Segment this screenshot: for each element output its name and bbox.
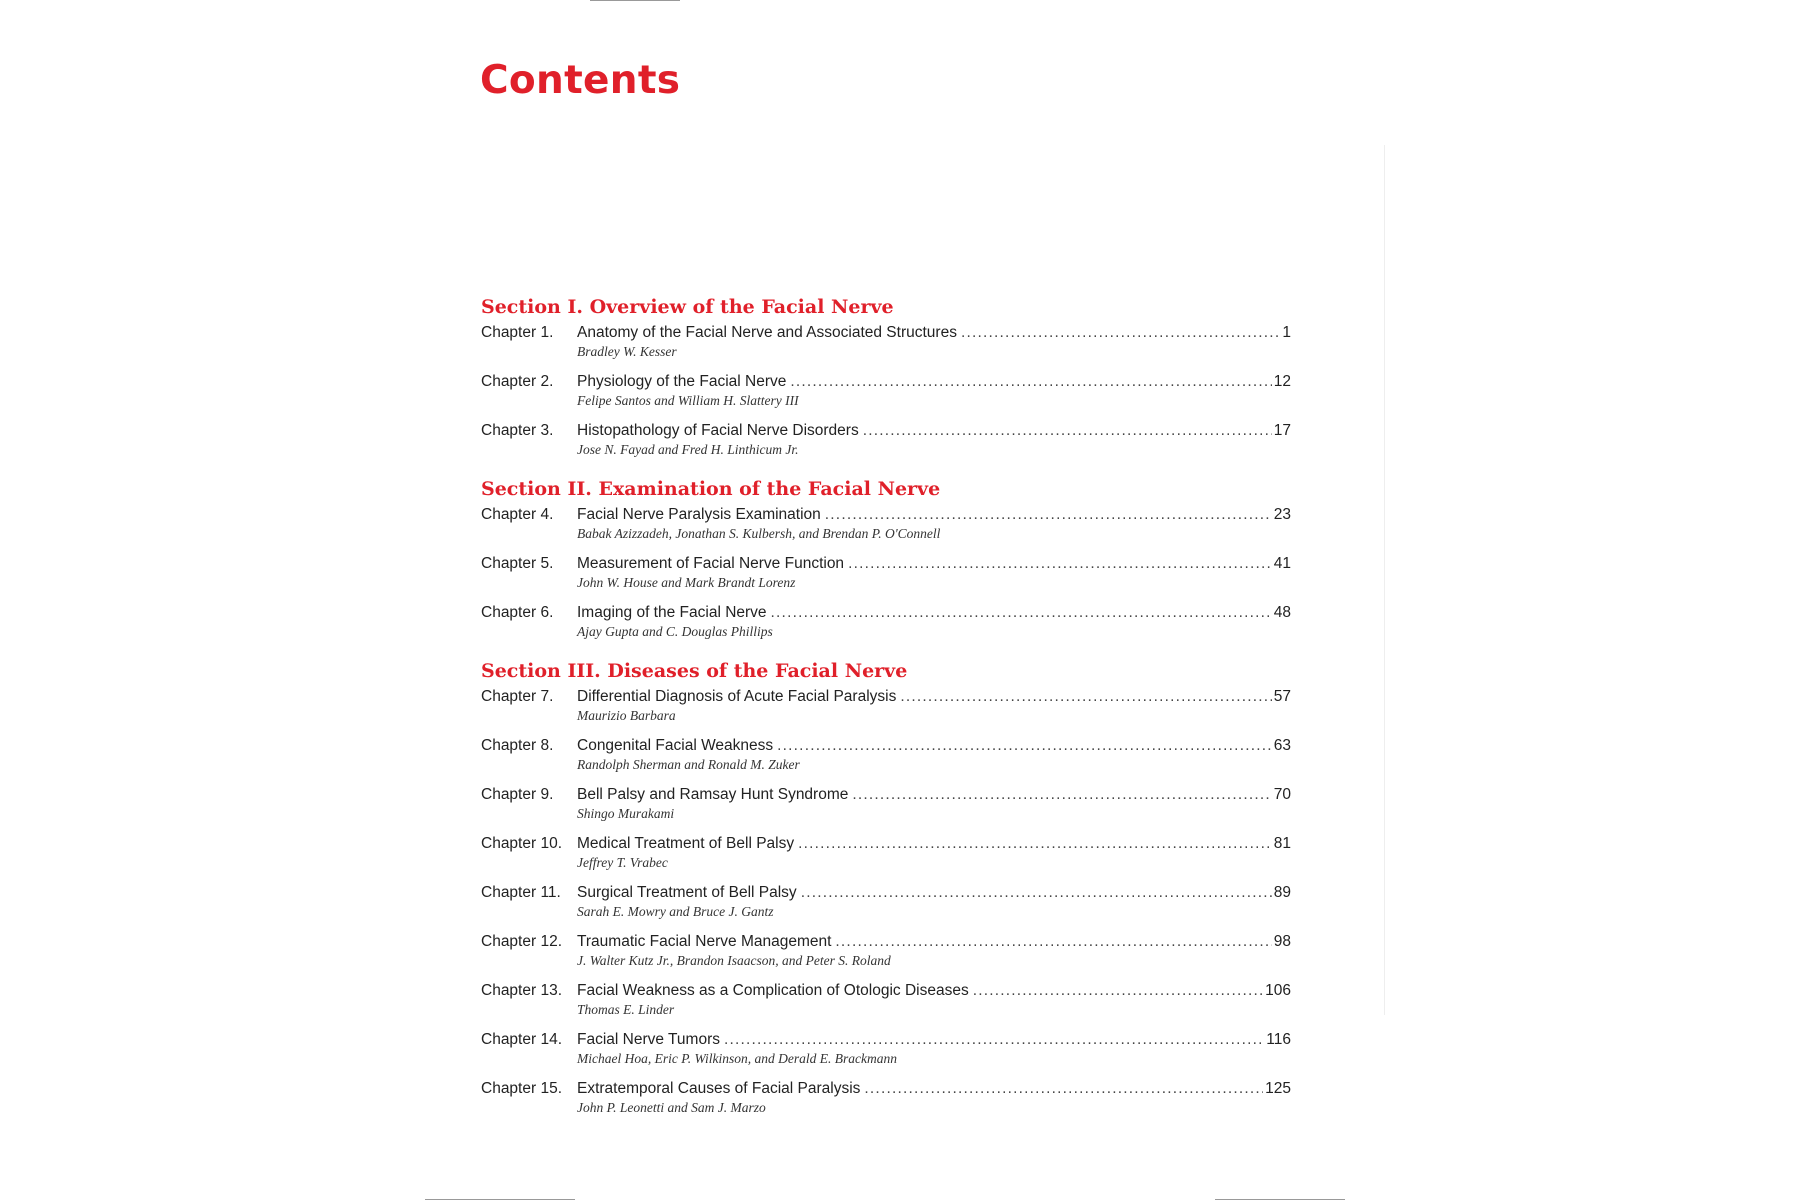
dot-leader bbox=[771, 603, 1272, 623]
chapter-number: Chapter 4. bbox=[481, 506, 554, 523]
chapter-authors: Felipe Santos and William H. Slattery III bbox=[577, 393, 799, 408]
toc-entry-line bbox=[481, 785, 1291, 805]
section-title: Section I. Overview of the Facial Nerve bbox=[481, 296, 894, 318]
chapter-title: Congenital Facial Weakness bbox=[577, 737, 774, 754]
chapter-title: Measurement of Facial Nerve Function bbox=[577, 555, 845, 572]
chapter-title: Differential Diagnosis of Acute Facial Paralysis bbox=[577, 688, 897, 705]
table-of-contents bbox=[481, 296, 1291, 1136]
chapter-title: Traumatic Facial Nerve Management bbox=[577, 933, 832, 950]
dot-leader bbox=[790, 372, 1271, 392]
chapter-number: Chapter 3. bbox=[481, 422, 554, 439]
toc-entry-line bbox=[481, 554, 1291, 574]
chapter-number: Chapter 8. bbox=[481, 737, 554, 754]
toc-entry-line bbox=[481, 981, 1291, 1001]
chapter-title: Facial Nerve Tumors bbox=[577, 1031, 720, 1048]
dot-leader bbox=[852, 785, 1271, 805]
chapter-number: Chapter 5. bbox=[481, 555, 554, 572]
chapter-number: Chapter 11. bbox=[481, 884, 561, 901]
dot-leader bbox=[825, 505, 1272, 525]
toc-entry-line bbox=[481, 883, 1291, 903]
toc-entry-line bbox=[481, 421, 1291, 441]
chapter-title: Histopathology of Facial Nerve Disorders bbox=[577, 422, 859, 439]
chapter-authors: Randolph Sherman and Ronald M. Zuker bbox=[577, 757, 800, 772]
chapter-title: Anatomy of the Facial Nerve and Associated Structures bbox=[577, 324, 957, 341]
chapter-title: Surgical Treatment of Bell Palsy bbox=[577, 884, 797, 901]
chapter-number: Chapter 7. bbox=[481, 688, 554, 705]
page-number: 48 bbox=[1273, 604, 1291, 621]
toc-entry-line bbox=[481, 505, 1291, 525]
chapter-number: Chapter 1. bbox=[481, 324, 554, 341]
page-number: 98 bbox=[1273, 933, 1291, 950]
toc-entry[interactable] bbox=[481, 883, 1291, 920]
chapter-title: Facial Weakness as a Complication of Otologic Diseases bbox=[577, 982, 969, 999]
dot-leader bbox=[973, 981, 1263, 1001]
dot-leader bbox=[724, 1030, 1264, 1050]
toc-entry-line bbox=[481, 323, 1291, 343]
scan-mark-top bbox=[590, 0, 680, 1]
toc-entry[interactable] bbox=[481, 687, 1291, 724]
toc-entry[interactable] bbox=[481, 1079, 1291, 1116]
page-number: 116 bbox=[1266, 1031, 1291, 1048]
toc-entry[interactable] bbox=[481, 785, 1291, 822]
page-number: 17 bbox=[1273, 422, 1291, 439]
toc-entry-line bbox=[481, 1079, 1291, 1099]
toc-entry-line bbox=[481, 687, 1291, 707]
chapter-authors: Shingo Murakami bbox=[577, 806, 675, 821]
page-number: 41 bbox=[1273, 555, 1291, 572]
toc-entry-line bbox=[481, 1030, 1291, 1050]
page-number: 57 bbox=[1273, 688, 1291, 705]
chapter-authors: John W. House and Mark Brandt Lorenz bbox=[577, 575, 796, 590]
chapter-number: Chapter 15. bbox=[481, 1080, 562, 1097]
page-title: Contents bbox=[480, 58, 681, 103]
chapter-authors: Thomas E. Linder bbox=[577, 1002, 675, 1017]
page-number: 12 bbox=[1273, 373, 1291, 390]
dot-leader bbox=[777, 736, 1272, 756]
chapter-authors: Babak Azizzadeh, Jonathan S. Kulbersh, and Brendan P. O'Connell bbox=[577, 526, 941, 541]
dot-leader bbox=[798, 834, 1272, 854]
chapter-authors: Michael Hoa, Eric P. Wilkinson, and Derald E. Brackmann bbox=[577, 1051, 897, 1066]
chapter-title: Physiology of the Facial Nerve bbox=[577, 373, 787, 390]
page-number: 23 bbox=[1273, 506, 1291, 523]
chapter-number: Chapter 10. bbox=[481, 835, 562, 852]
page-edge-line bbox=[1384, 145, 1385, 1015]
toc-section bbox=[481, 660, 1291, 1116]
toc-entry[interactable] bbox=[481, 323, 1291, 360]
toc-entry-line bbox=[481, 834, 1291, 854]
page-number: 81 bbox=[1273, 835, 1291, 852]
chapter-title: Medical Treatment of Bell Palsy bbox=[577, 835, 795, 852]
chapter-authors: Ajay Gupta and C. Douglas Phillips bbox=[577, 624, 773, 639]
dot-leader bbox=[961, 323, 1280, 343]
toc-entry-line bbox=[481, 932, 1291, 952]
page-number: 63 bbox=[1273, 737, 1291, 754]
chapter-authors: Maurizio Barbara bbox=[577, 708, 676, 723]
toc-entry[interactable] bbox=[481, 736, 1291, 773]
toc-entry[interactable] bbox=[481, 421, 1291, 458]
toc-entry[interactable] bbox=[481, 554, 1291, 591]
chapter-authors: J. Walter Kutz Jr., Brandon Isaacson, and Peter S. Roland bbox=[577, 953, 891, 968]
dot-leader bbox=[900, 687, 1271, 707]
dot-leader bbox=[848, 554, 1272, 574]
chapter-authors: Sarah E. Mowry and Bruce J. Gantz bbox=[577, 904, 774, 919]
chapter-authors: Jose N. Fayad and Fred H. Linthicum Jr. bbox=[577, 442, 799, 457]
dot-leader bbox=[863, 421, 1272, 441]
toc-entry[interactable] bbox=[481, 834, 1291, 871]
chapter-number: Chapter 9. bbox=[481, 786, 554, 803]
toc-section bbox=[481, 296, 1291, 458]
page-number: 1 bbox=[1282, 324, 1291, 341]
toc-entry[interactable] bbox=[481, 932, 1291, 969]
chapter-number: Chapter 6. bbox=[481, 604, 554, 621]
section-title: Section II. Examination of the Facial Nerve bbox=[481, 478, 941, 500]
section-title: Section III. Diseases of the Facial Nerve bbox=[481, 660, 908, 682]
page-number: 70 bbox=[1273, 786, 1291, 803]
toc-entry[interactable] bbox=[481, 372, 1291, 409]
toc-section bbox=[481, 478, 1291, 640]
toc-entry[interactable] bbox=[481, 981, 1291, 1018]
chapter-authors: John P. Leonetti and Sam J. Marzo bbox=[577, 1100, 766, 1115]
page-number: 106 bbox=[1265, 982, 1291, 999]
chapter-title: Bell Palsy and Ramsay Hunt Syndrome bbox=[577, 786, 849, 803]
chapter-authors: Jeffrey T. Vrabec bbox=[577, 855, 668, 870]
toc-entry[interactable] bbox=[481, 505, 1291, 542]
toc-entry[interactable] bbox=[481, 1030, 1291, 1067]
page-number: 125 bbox=[1265, 1080, 1291, 1097]
chapter-number: Chapter 14. bbox=[481, 1031, 562, 1048]
chapter-number: Chapter 13. bbox=[481, 982, 562, 999]
toc-entry-line bbox=[481, 372, 1291, 392]
page-number: 89 bbox=[1273, 884, 1291, 901]
toc-entry-line bbox=[481, 603, 1291, 623]
toc-entry[interactable] bbox=[481, 603, 1291, 640]
chapter-number: Chapter 2. bbox=[481, 373, 554, 390]
chapter-authors: Bradley W. Kesser bbox=[577, 344, 677, 359]
dot-leader bbox=[801, 883, 1272, 903]
toc-entry-line bbox=[481, 736, 1291, 756]
chapter-title: Facial Nerve Paralysis Examination bbox=[577, 506, 821, 523]
chapter-number: Chapter 12. bbox=[481, 933, 562, 950]
chapter-title: Extratemporal Causes of Facial Paralysis bbox=[577, 1080, 861, 1097]
chapter-title: Imaging of the Facial Nerve bbox=[577, 604, 767, 621]
dot-leader bbox=[864, 1079, 1263, 1099]
dot-leader bbox=[835, 932, 1271, 952]
